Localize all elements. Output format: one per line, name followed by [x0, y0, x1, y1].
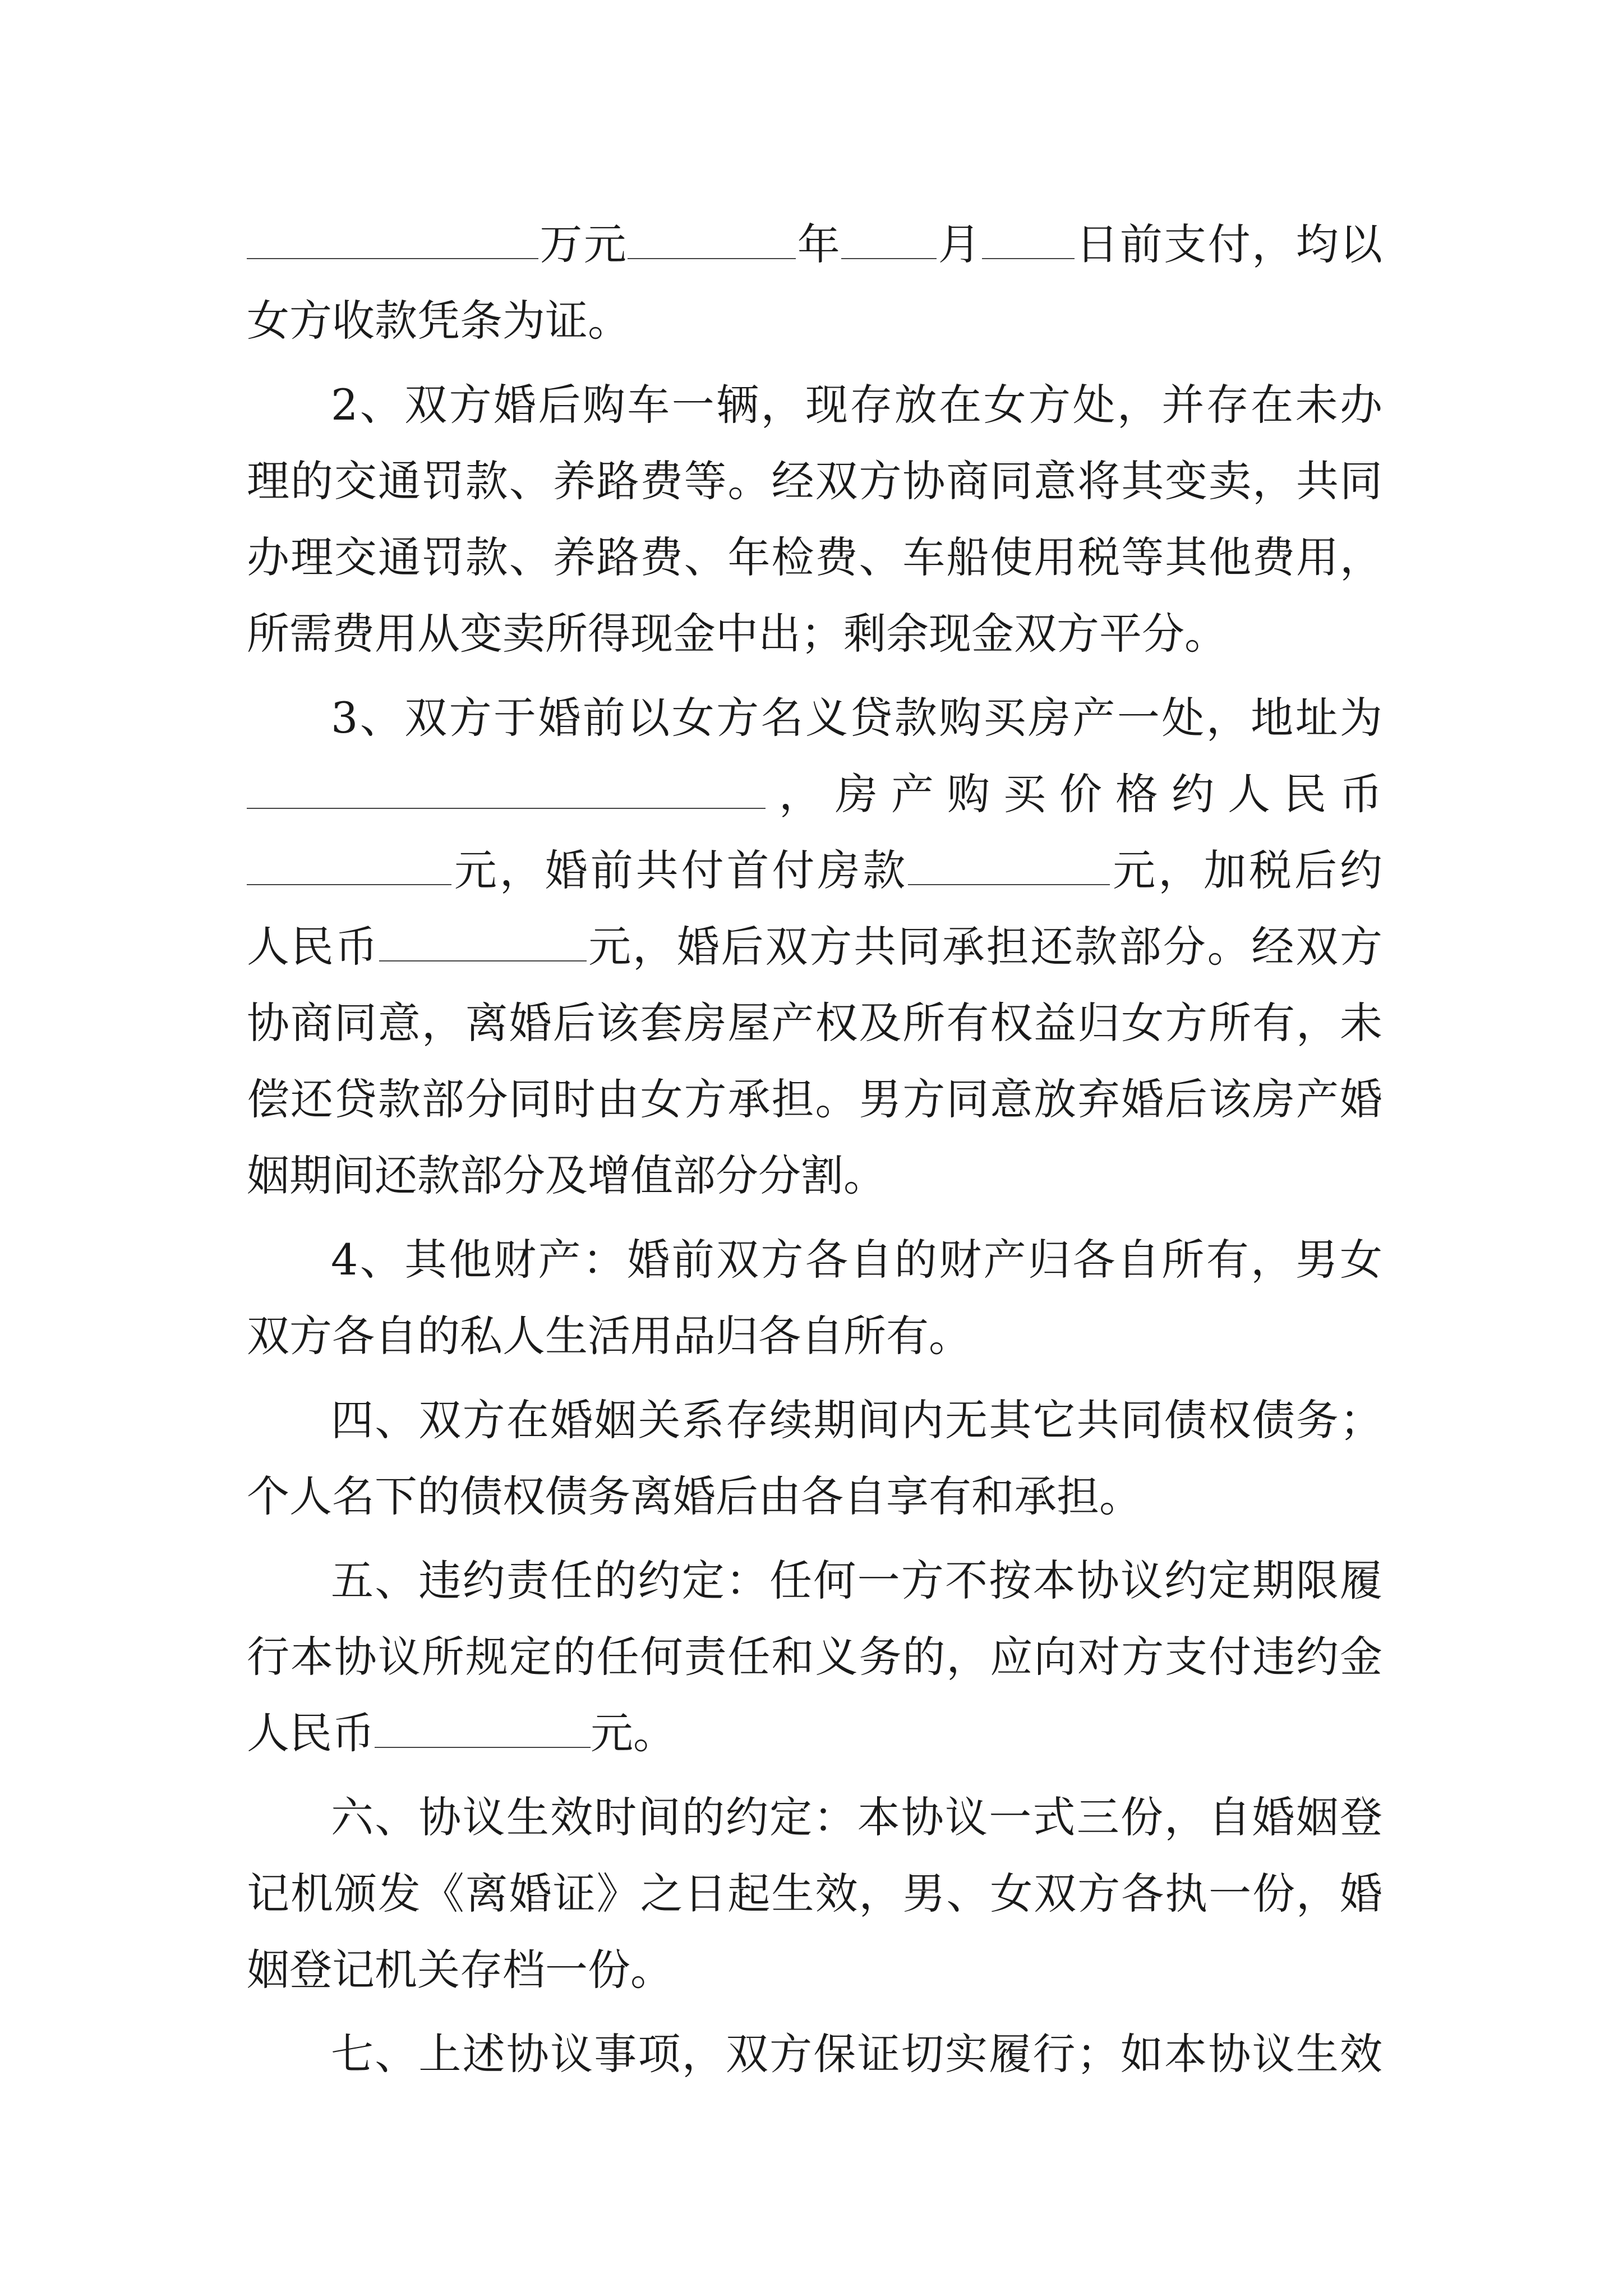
paragraph-line — [247, 756, 1382, 832]
text-fragment: 人民币 — [247, 922, 380, 972]
price-blank — [247, 850, 451, 885]
paragraph-line: 理的交通罚款、养路费等。经双方协商同意将其变卖，共同 — [247, 456, 1382, 506]
paragraph-line: 姻期间还款部分及增值部分分割。 — [247, 1151, 886, 1200]
penalty-blank — [375, 1713, 591, 1748]
paragraph-line: 四、双方在婚姻关系存续期间内无其它共同债权债务； — [331, 1395, 1382, 1445]
paragraph-line — [247, 1695, 1382, 1772]
paragraph-line: 双方各自的私人生活用品归各自所有。 — [247, 1311, 971, 1361]
paragraph-line: 个人名下的债权债务离婚后由各自享有和承担。 — [247, 1471, 1142, 1521]
paragraph-line: 六、协议生效时间的约定：本协议一式三份，自婚姻登 — [331, 1792, 1382, 1842]
paragraph-line — [247, 206, 1382, 283]
down-payment-blank — [908, 850, 1110, 885]
text-fragment: 日前支付，均以 — [1075, 219, 1382, 269]
text-fragment: 万元 — [538, 219, 628, 269]
paragraph-line: 女方收款凭条为证。 — [247, 296, 630, 346]
text-fragment: 元，加税后约 — [1110, 845, 1382, 895]
paragraph-line: 五、违约责任的约定：任何一方不按本协议约定期限履 — [331, 1556, 1382, 1605]
paragraph-line: 协商同意，离婚后该套房屋产权及所有权益归女方所有，未 — [247, 998, 1382, 1048]
address-blank — [247, 774, 766, 809]
text-fragment: 元，婚后双方共同承担还款部分。经双方 — [587, 922, 1382, 972]
paragraph-line: 2、双方婚后购车一辆，现存放在女方处，并存在未办 — [331, 380, 1382, 430]
after-tax-blank — [379, 927, 587, 961]
text-fragment: 人民币 — [247, 1708, 375, 1758]
paragraph-line: 办理交通罚款、养路费、年检费、车船使用税等其他费用， — [247, 532, 1382, 582]
text-fragment: 月 — [937, 219, 983, 269]
text-fragment: 元。 — [591, 1708, 676, 1758]
paragraph-line: 记机颁发《离婚证》之日起生效，男、女双方各执一份，婚 — [247, 1869, 1382, 1918]
paragraph-line: 所需费用从变卖所得现金中出；剩余现金双方平分。 — [247, 609, 1227, 659]
document-body — [247, 206, 1382, 2092]
text-fragment: 元，婚前共付首付房款 — [451, 845, 909, 895]
paragraph-line: 3、双方于婚前以女方名义贷款购买房产一处，地址为 — [331, 693, 1382, 743]
text-fragment: 年 — [796, 219, 842, 269]
amount-blank — [247, 224, 538, 259]
paragraph-line: 偿还贷款部分同时由女方承担。男方同意放弃婚后该房产婚 — [247, 1074, 1382, 1124]
paragraph-line: 行本协议所规定的任何责任和义务的，应向对方支付违约金 — [247, 1632, 1382, 1682]
paragraph-line: 4、其他财产：婚前双方各自的财产归各自所有，男女 — [331, 1235, 1382, 1285]
paragraph-line — [247, 909, 1382, 985]
text-fragment: ，房产购买价格约人民币 — [766, 769, 1382, 819]
paragraph-line — [247, 832, 1382, 909]
paragraph-line: 七、上述协议事项，双方保证切实履行；如本协议生效 — [331, 2029, 1382, 2079]
day-blank — [982, 224, 1075, 259]
paragraph-line: 姻登记机关存档一份。 — [247, 1945, 673, 1995]
year-blank — [628, 224, 796, 259]
month-blank — [841, 224, 937, 259]
